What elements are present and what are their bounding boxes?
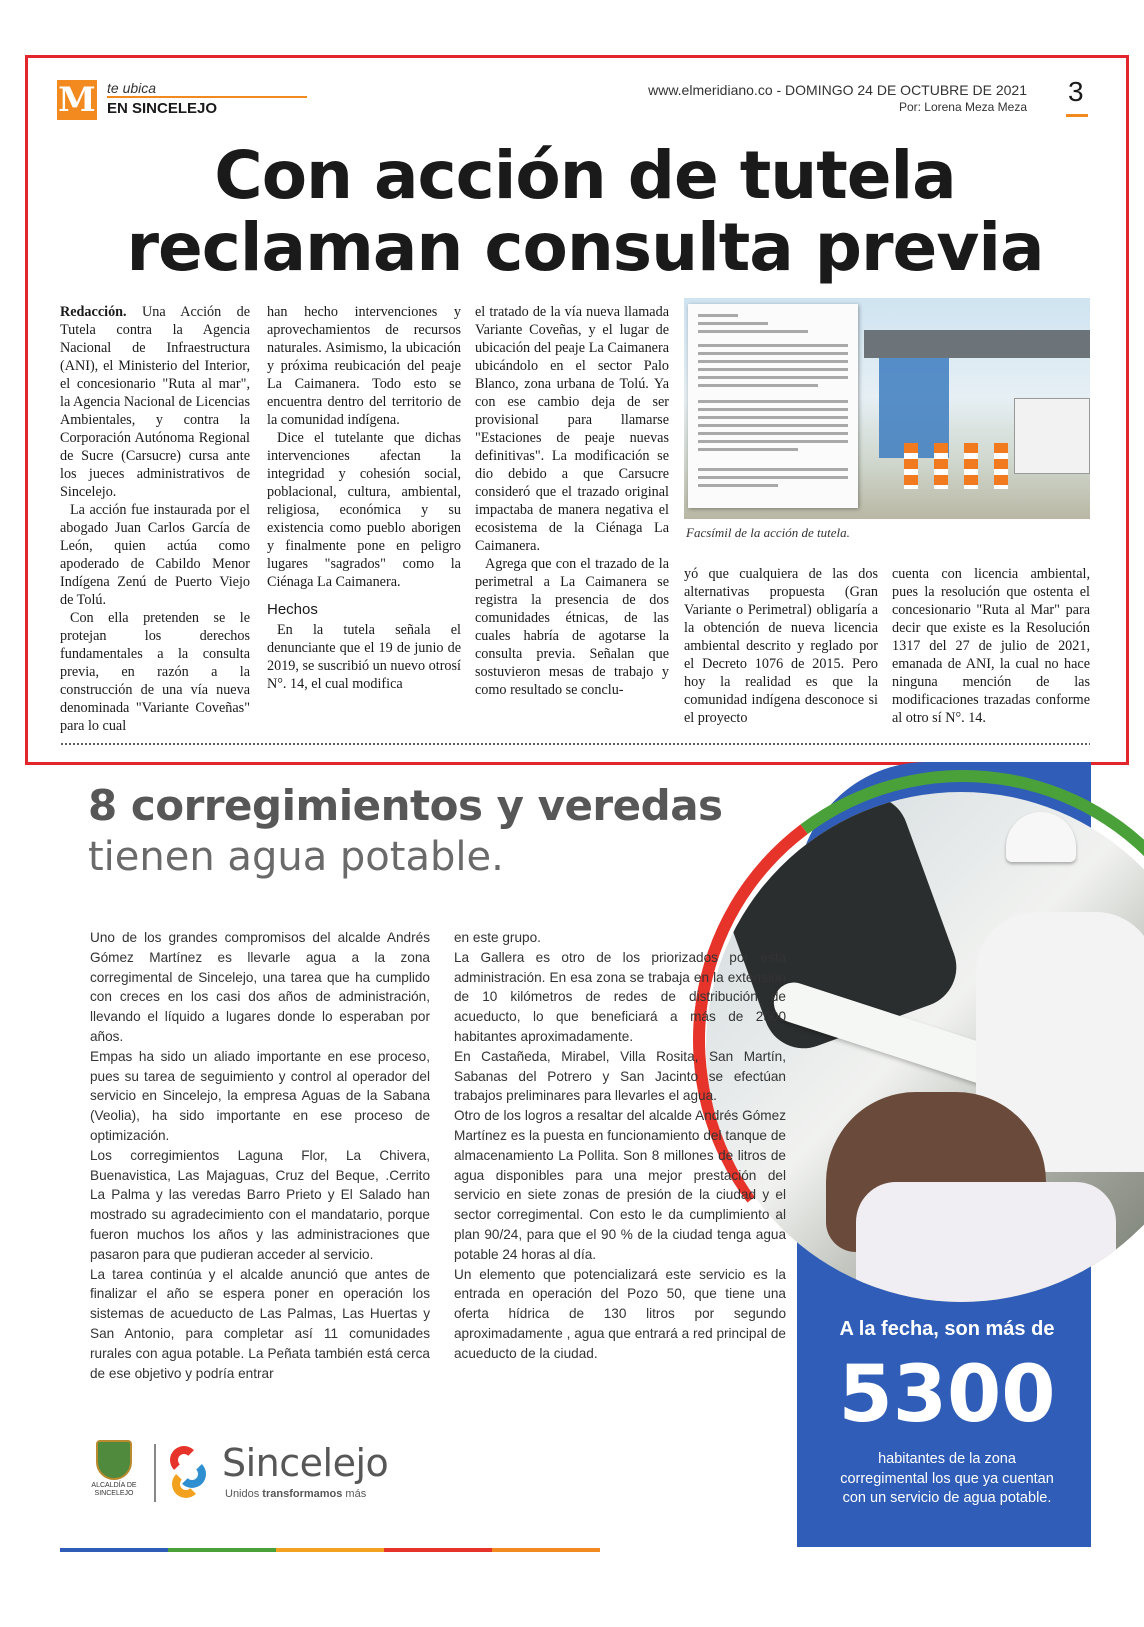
water-column-1 — [90, 928, 430, 1383]
article-paragraph: Con ella pretenden se le protejan los derechos fundamentales a la consulta previa, en razón a la construcción de una vía nueva denominada "Variante Coveñas" para lo cual — [60, 610, 250, 734]
section-title: 8 corregimientos y veredas — [88, 781, 723, 830]
lead-label: Redacción. — [60, 304, 127, 320]
article-paragraph — [60, 303, 250, 501]
article-column-2 — [267, 303, 461, 693]
el-meridiano-logo-icon: M — [58, 80, 96, 120]
article-paragraph: yó que cualquiera de las dos alternativas propuesta (Gran Variante o Perimetral) obligaría a la obtención de nueva licencia ambiental descrito y reglado por el Decreto 1076 de 2015. Pero hoy la realidad es que la comunidad indígena desconoce si el proyecto — [684, 566, 878, 726]
brand-rule — [107, 96, 307, 98]
page-number-rule — [1066, 114, 1088, 117]
article-subhead: Hechos — [267, 601, 318, 618]
article-paragraph: han hecho intervenciones y aprovechamientos de recursos naturales. Asimismo, la ubicación y próxima reubicación del peaje La Caimanera. Todo esto se encuentra dentro del territorio de la comunidad indígena. — [267, 304, 461, 428]
water-paragraph: Uno de los grandes compromisos del alcalde Andrés Gómez Martínez es llevarle agua a la zona corregimental de Sincelejo, una tarea que ha cumplido con creces en los casi dos años de administración, llevando el líquido a lugares donde lo esperaban por años. — [90, 930, 430, 1044]
shield-icon — [96, 1440, 132, 1480]
article-paragraph: La acción fue instaurada por el abogado Juan Carlos García de León, quien actúa como apoderado de Cabildo Menor Indígena Zenú de Puerto Viejo de Tolú. — [60, 502, 250, 608]
city-slogan — [225, 1488, 366, 1500]
brand-tagline: te ubica — [107, 80, 157, 96]
page-number: 3 — [1068, 76, 1084, 107]
url-date: www.elmeridiano.co - DOMINGO 24 DE OCTUBRE DE 2021 — [648, 82, 1027, 98]
paragraph-text: Una Acción de Tutela contra la Agencia Nacional de Infraestructura (ANI), el Ministerio del Interior, el concesionario "Ruta al mar", la Agencia Nacional de Licencias Ambientales, y contra la Corporación Autónoma Regional de Sucre (Carsucre) cursa ante los jueces administrativos de Sincelejo. — [60, 304, 250, 500]
stat-number: 5300 — [838, 1350, 1056, 1440]
headline-line-1: Con acción de tutela — [214, 137, 956, 214]
toll-roof — [864, 330, 1090, 358]
article-paragraph: Agrega que con el trazado de la perimetral a La Caimanera se registra la presencia de dos comunidades étnicas, de las cuales habría de agotarse la consulta previa. Señalan que sostuvieron mesas de trabajo y como resultado se conclu- — [475, 556, 669, 698]
water-paragraph: En Castañeda, Mirabel, Villa Rosita, San Martín, Sabanas del Potrero y San Jacinto se efectúan trabajos preliminares para llevarles el agua. — [454, 1048, 786, 1104]
article-column-4 — [684, 565, 878, 727]
sincelejo-swirl-icon — [170, 1446, 214, 1500]
water-paragraph: Otro de los logros a resaltar del alcalde Andrés Gómez Martínez es la puesta en funcionamiento del tanque de almacenamiento La Pollita. Son 8 millones de litros de agua disponibles para una mejor prestación del servicio en siete zonas de presión de la ciudad y el sector corregimental. Con esto le da cumplimiento al plan 90/24, para que el 90 % de la ciudad tenga agua potable 24 horas al día. — [454, 1108, 786, 1262]
water-paragraph: Empas ha sido un aliado importante en ese proceso, pues su tarea de seguimiento y control al operador del servicio en Sincelejo, la empresa Aguas de la Sabana (Veolia), ha sido importante en ese proceso de optimización. — [90, 1048, 430, 1143]
newspaper-brand — [57, 80, 317, 122]
logo-divider — [154, 1444, 156, 1502]
slogan-bold: transformamos — [262, 1488, 343, 1500]
water-column-2 — [454, 928, 786, 1364]
byline: Por: Lorena Meza Meza — [898, 100, 1027, 114]
city-wordmark: Sincelejo — [222, 1441, 389, 1485]
stat-description: habitantes de la zona corregimental los que ya cuentan con un servicio de agua potable. — [840, 1451, 1054, 1506]
water-paragraph: en este grupo. — [454, 930, 541, 945]
helmet-icon — [1006, 812, 1076, 862]
alcaldia-shield-icon — [90, 1440, 138, 1500]
tutela-document-image — [688, 304, 858, 508]
article-column-3 — [475, 303, 669, 699]
section-subtitle: tienen agua potable. — [88, 834, 504, 880]
alcaldia-line-2: SINCELEJO — [94, 1490, 134, 1497]
article-paragraph: En la tutela señala el denunciante que el 19 de junio de 2019, se suscribió un nuevo otrosí N°. 14, el cual modifica — [267, 622, 461, 692]
water-paragraph: La Gallera es otro de los priorizados por esta administración. En esa zona se trabaja en la extensión de 10 kilómetros de redes de distribución de acueducto, lo que beneficiará a más de 2500 habitantes aproximadamente. — [454, 949, 786, 1044]
stat-lead: A la fecha, son más de — [839, 1318, 1055, 1340]
slogan-prefix: Unidos — [225, 1488, 263, 1500]
traffic-cone-icon — [994, 443, 1008, 489]
water-paragraph: Los corregimientos Laguna Flor, La Chivera, Buenavistica, Las Majaguas, Cruz del Beque, .Cerrito La Palma y las veredas Barro Prieto y El Salado han mostrado su agradecimiento con el mandatario, porque fueron muchos los años y las administraciones que pasaron para que pudieran acceder al servicio. — [90, 1147, 430, 1262]
tutela-facsimile-photo — [684, 298, 1090, 519]
traffic-cone-icon — [964, 443, 978, 489]
photo-caption: Facsímil de la acción de tutela. — [686, 525, 850, 540]
truck-image — [1014, 398, 1090, 474]
traffic-cone-icon — [934, 443, 948, 489]
article-paragraph: cuenta con licencia ambiental, pues la resolución que ostenta el concesionario "Ruta al Mar" para decir que existe es la Resolución 1317 del 27 de julio de 2021, emanada de ANI, la cual no hace ninguna mención de las modificaciones trazadas conforme al otro sí N°. 14. — [892, 566, 1090, 726]
article-column-1 — [60, 303, 250, 735]
water-paragraph: La tarea continúa y el alcalde anunció que antes de finalizar el año se espera poner en operación los sistemas de acueducto de Las Palmas, Las Huertas y San Antonio, para completar así 11 comunidades rurales con agua potable. La Peñata también está cerca de ese objetivo y podría entrar — [90, 1266, 430, 1381]
article-column-5 — [892, 565, 1090, 727]
article-paragraph: Dice el tutelante que dichas intervenciones afectan la integridad y cohesión social, poblacional, cultura, ambiental, religiosa, económica y su existencia como pueblo aborigen y finalmente pone en peligro lugares "sagrados" como la Ciénaga La Caimanera. — [267, 430, 461, 590]
article-end-rule — [60, 742, 1090, 746]
article-paragraph: el tratado de la vía nueva llamada Variante Coveñas, y el lugar de ubicación del peaje La Caimanera ubicándolo en el sector Palo Blanco, zona urbana de Tolú. Ya con ese cambio deja de ser provisional para llamarse "Estaciones de peaje nuevas definitivas". La modificación se dio debido a que Carsucre consideró que el trazado original impactaba de manera negativa el ecosistema de la Ciénaga La Caimanera. — [475, 304, 669, 554]
color-stripe — [60, 1548, 600, 1552]
slogan-suffix: más — [342, 1488, 367, 1500]
header-meta — [648, 82, 1027, 114]
headline-line-2: reclaman consulta previa — [126, 209, 1044, 286]
alcaldia-label — [90, 1482, 138, 1498]
water-paragraph: Un elemento que potencializará este servicio es la entrada en operación del Pozo 50, que tiene una oferta hídrica de 130 litros por segundo aproximadamente , agua que entrará a red principal de acueducto de la ciudad. — [454, 1266, 786, 1361]
woman-shirt-image — [856, 1182, 1116, 1302]
section-name: EN SINCELEJO — [107, 100, 218, 117]
alcaldia-line-1: ALCALDÍA DE — [91, 1482, 137, 1489]
article-headline — [60, 137, 1110, 286]
traffic-cone-icon — [904, 443, 918, 489]
